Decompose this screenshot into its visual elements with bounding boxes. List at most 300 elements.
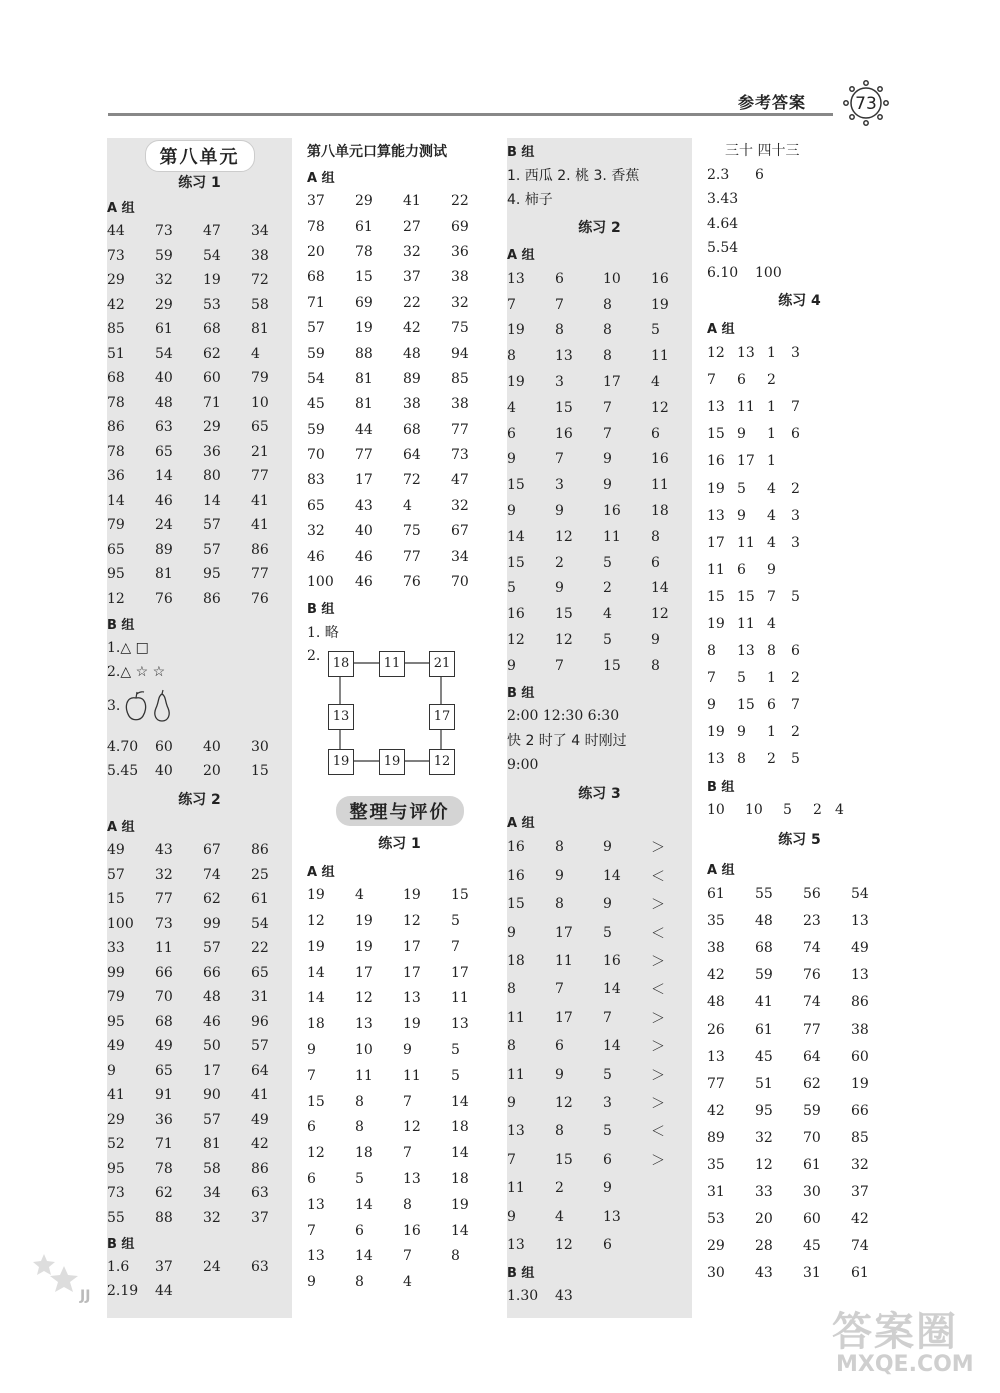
number-box: 11: [379, 651, 405, 677]
answer-cell: 77: [707, 1075, 725, 1092]
answer-cell: 33: [107, 940, 125, 957]
answer-line: 9:00: [507, 756, 539, 773]
answer-cell: 7: [791, 697, 800, 714]
answer-cell: 81: [203, 1136, 221, 1153]
answer-cell: 6: [555, 1038, 564, 1055]
answer-cell: 50: [203, 1038, 221, 1055]
answer-cell: 21: [251, 443, 269, 460]
answer-row: [507, 576, 692, 602]
answer-cell: 78: [155, 1160, 173, 1177]
answer-cell: 38: [403, 396, 421, 413]
answer-cell: 14: [307, 964, 325, 981]
answer-cell: 66: [203, 964, 221, 981]
answer-cell: 59: [307, 421, 325, 438]
answer-row: [507, 498, 692, 524]
answer-row: [507, 447, 692, 473]
answer-cell: 76: [403, 574, 421, 591]
answer-cell: 41: [251, 492, 269, 509]
answer-cell: 91: [155, 1087, 173, 1104]
answer-cell: 88: [355, 345, 373, 362]
answer-cell: 43: [355, 497, 373, 514]
answer-cell: 86: [107, 419, 125, 436]
answer-cell: 14: [307, 990, 325, 1007]
answer-cell: 22: [403, 294, 421, 311]
answer-cell: 7: [707, 372, 716, 389]
answer-cell: 8: [651, 657, 660, 674]
answer-cell: 100: [307, 574, 334, 591]
answer-row: [507, 395, 692, 421]
answer-cell: 17: [355, 964, 373, 981]
answer-cell: 3: [791, 345, 800, 362]
answer-cell: 8: [403, 1196, 412, 1213]
answer-row: [107, 1010, 292, 1035]
answer-row: [107, 863, 292, 888]
answer-cell: 1.30: [507, 1287, 539, 1304]
answer-cell: 77: [803, 1021, 821, 1038]
answer-cell: 13: [707, 1048, 725, 1065]
answer-cell: 9: [507, 1208, 516, 1225]
answer-cell: 17: [555, 924, 573, 941]
answer-cell: 63: [155, 419, 173, 436]
answer-cell: ＜: [651, 982, 665, 999]
answer-row: [507, 862, 692, 890]
answer-cell: 16: [507, 606, 525, 623]
answer-row: [707, 665, 892, 692]
group-label: A 组: [107, 820, 135, 836]
answer-row: [307, 519, 492, 544]
answer-cell: 33: [755, 1184, 773, 1201]
answer-cell: 22: [451, 193, 469, 210]
answer-cell: 61: [155, 321, 173, 338]
exercise-heading: 练习 2: [178, 791, 221, 808]
answer-cell: 19: [403, 1016, 421, 1033]
answer-cell: 32: [155, 272, 173, 289]
answer-cell: 76: [251, 590, 269, 607]
answer-cell: 13: [507, 1236, 525, 1253]
answer-cell: 9: [555, 580, 564, 597]
answer-cell: 66: [851, 1102, 869, 1119]
answer-cell: 44: [355, 421, 373, 438]
answer-cell: 63: [251, 1258, 269, 1275]
answer-cell: 3.43: [707, 191, 739, 208]
answer-row: [307, 544, 492, 569]
answer-cell: 15: [707, 426, 725, 443]
answer-row: [507, 343, 692, 369]
answer-cell: 77: [155, 891, 173, 908]
answer-cell: 7: [555, 657, 564, 674]
answer-row: [507, 918, 692, 946]
answer-cell: 5: [451, 912, 460, 929]
answer-row: [307, 214, 492, 239]
answer-cell: 54: [851, 886, 869, 903]
answer-cell: 38: [451, 396, 469, 413]
answer-cell: 15: [251, 763, 269, 780]
number-box: 18: [328, 651, 354, 677]
answer-cell: 24: [203, 1258, 221, 1275]
answer-cell: 7: [707, 670, 716, 687]
answer-cell: 30: [707, 1265, 725, 1282]
answer-cell: 19: [203, 272, 221, 289]
answer-row: [707, 719, 892, 746]
answer-cell: 32: [203, 1209, 221, 1226]
answer-cell: 85: [851, 1129, 869, 1146]
answer-cell: 83: [307, 472, 325, 489]
answer-cell: 3: [791, 507, 800, 524]
answer-cell: 15: [451, 887, 469, 904]
answer-cell: 4.64: [707, 215, 739, 232]
answer-cell: 11: [507, 1180, 525, 1197]
answer-cell: 61: [803, 1156, 821, 1173]
answer-cell: 77: [251, 468, 269, 485]
answer-cell: 9: [307, 1274, 316, 1291]
answer-cell: 73: [155, 915, 173, 932]
answer-row: [707, 448, 892, 475]
answer-cell: 2: [791, 670, 800, 687]
answer-row: [307, 189, 492, 214]
group-label: B 组: [307, 601, 335, 617]
answer-cell: 9: [507, 451, 516, 468]
answer-line: 4. 柿子: [507, 192, 553, 209]
answer-cell: 9: [555, 1066, 564, 1083]
answer-row: [307, 1269, 492, 1295]
answer-row: [507, 1060, 692, 1088]
answer-cell: 7: [555, 981, 564, 998]
answer-cell: 14: [651, 580, 669, 597]
answer-row: [107, 293, 292, 318]
answer-row: [707, 1233, 892, 1260]
answer-cell: 19: [851, 1075, 869, 1092]
answer-cell: 9: [307, 1041, 316, 1058]
answer-cell: 77: [251, 566, 269, 583]
answer-cell: 5: [651, 322, 660, 339]
answer-cell: 40: [155, 763, 173, 780]
answer-cell: 7: [555, 451, 564, 468]
answer-cell: 8: [707, 643, 716, 660]
answer-cell: 19: [355, 912, 373, 929]
answer-cell: 76: [803, 967, 821, 984]
answer-row: [307, 985, 492, 1011]
answer-cell: 72: [403, 472, 421, 489]
answer-cell: ＞: [651, 897, 665, 914]
answer-row: [507, 947, 692, 975]
watermark-site: MXQE.COM: [836, 1352, 974, 1377]
answer-cell: 31: [803, 1265, 821, 1282]
answer-cell: ＞: [651, 1095, 665, 1112]
answer-cell: 1.6: [107, 1258, 130, 1275]
answer-cell: ＜: [651, 1124, 665, 1141]
answer-cell: 9: [603, 839, 612, 856]
answer-cell: 4: [767, 615, 776, 632]
answer-cell: 51: [755, 1075, 773, 1092]
answer-cell: 99: [203, 915, 221, 932]
answer-cell: 57: [251, 1038, 269, 1055]
answer-cell: 14: [451, 1145, 469, 1162]
answer-cell: 9: [603, 1180, 612, 1197]
answer-cell: 12: [555, 632, 573, 649]
answer-cell: 19: [355, 320, 373, 337]
answer-cell: 61: [755, 1021, 773, 1038]
answer-cell: 1: [767, 426, 776, 443]
answer-cell: 38: [851, 1021, 869, 1038]
answer-cell: 12: [107, 590, 125, 607]
group-label: A 组: [307, 864, 335, 880]
answer-cell: 42: [707, 1102, 725, 1119]
answer-cell: 31: [251, 989, 269, 1006]
answer-cell: 42: [851, 1211, 869, 1228]
answer-cell: 4: [555, 1208, 564, 1225]
answer-cell: 18: [451, 1119, 469, 1136]
answer-row: [707, 367, 892, 394]
answer-cell: 57: [203, 541, 221, 558]
answer-cell: 7: [767, 588, 776, 605]
answer-cell: 40: [203, 738, 221, 755]
answer-cell: 41: [251, 1087, 269, 1104]
answer-cell: 77: [451, 421, 469, 438]
answer-cell: 6.10: [707, 264, 739, 281]
answer-cell: 5: [355, 1170, 364, 1187]
answer-cell: 48: [203, 989, 221, 1006]
answer-row: [107, 587, 292, 612]
answer-cell: 81: [355, 396, 373, 413]
answer-cell: 29: [107, 1111, 125, 1128]
answer-row: [707, 1097, 892, 1124]
answer-cell: 16: [651, 270, 669, 287]
answer-cell: 78: [307, 218, 325, 235]
answer-cell: 65: [155, 1062, 173, 1079]
answer-cell: 48: [755, 913, 773, 930]
answer-row: [707, 935, 892, 962]
answer-cell: 18: [355, 1145, 373, 1162]
answer-cell: 7: [403, 1093, 412, 1110]
answer-row: [107, 489, 292, 514]
answer-row: [107, 1206, 292, 1231]
answer-cell: 19: [707, 724, 725, 741]
answer-cell: 16: [507, 839, 525, 856]
answer-cell: 40: [355, 523, 373, 540]
answer-cell: 6: [507, 425, 516, 442]
answer-cell: 13: [451, 1016, 469, 1033]
answer-cell: 5: [737, 670, 746, 687]
answer-cell: 64: [403, 447, 421, 464]
answer-cell: 11: [355, 1067, 373, 1084]
answer-row: [507, 292, 692, 318]
answer-row: [307, 341, 492, 366]
answer-cell: 60: [155, 738, 173, 755]
answer-cell: 19: [707, 615, 725, 632]
answer-cell: 8: [603, 348, 612, 365]
answer-cell: 7: [451, 938, 460, 955]
answer-cell: 86: [251, 1160, 269, 1177]
number-box: 13: [328, 704, 354, 730]
answer-cell: 54: [203, 247, 221, 264]
answer-cell: 31: [707, 1184, 725, 1201]
answer-cell: 73: [107, 1185, 125, 1202]
unit-title: 第八单元: [145, 140, 255, 172]
answer-cell: 32: [451, 294, 469, 311]
answer-cell: 9: [737, 426, 746, 443]
answer-cell: 5: [603, 632, 612, 649]
answer-cell: 46: [355, 574, 373, 591]
group-label: A 组: [307, 170, 335, 186]
answer-cell: 47: [203, 223, 221, 240]
answer-row: [507, 1089, 692, 1117]
answer-cell: 3: [555, 477, 564, 494]
answer-cell: 4.70: [107, 738, 139, 755]
answer-cell: 55: [107, 1209, 125, 1226]
answer-cell: 67: [203, 842, 221, 859]
answer-row: [707, 163, 892, 188]
answer-row: [507, 1231, 692, 1259]
group-label: B 组: [107, 617, 135, 633]
answer-cell: 64: [251, 1062, 269, 1079]
answer-row: [707, 798, 892, 823]
answer-row: [507, 1202, 692, 1230]
answer-row: [107, 1181, 292, 1206]
answer-cell: 13: [707, 751, 725, 768]
answer-cell: 20: [755, 1211, 773, 1228]
answer-cell: 4: [355, 887, 364, 904]
answer-cell: 73: [107, 247, 125, 264]
answer-cell: 9: [603, 896, 612, 913]
answer-cell: 17: [707, 534, 725, 551]
apple-pear-icon: [120, 688, 180, 724]
answer-cell: 17: [737, 453, 755, 470]
answer-row: [707, 340, 892, 367]
answer-cell: 11: [555, 953, 573, 969]
answer-cell: 96: [251, 1013, 269, 1030]
group-label: A 组: [507, 248, 535, 264]
answer-cell: 16: [651, 451, 669, 468]
answer-cell: 5: [451, 1041, 460, 1058]
group-label: B 组: [707, 779, 735, 795]
answer-cell: 70: [803, 1129, 821, 1146]
answer-cell: 8: [555, 322, 564, 339]
answer-cell: 8: [737, 751, 746, 768]
answer-cell: ＞: [651, 1039, 665, 1056]
answer-cell: 95: [203, 566, 221, 583]
answer-cell: 57: [107, 866, 125, 883]
answer-row: [107, 936, 292, 961]
answer-cell: 14: [451, 1222, 469, 1239]
answer-row: [507, 1146, 692, 1174]
answer-cell: 72: [251, 272, 269, 289]
answer-cell: 29: [107, 272, 125, 289]
number-box: 19: [328, 749, 354, 775]
answer-cell: 86: [851, 994, 869, 1011]
answer-row: [707, 638, 892, 665]
answer-cell: 14: [107, 492, 125, 509]
answer-cell: 11: [651, 348, 669, 365]
answer-row: [107, 415, 292, 440]
answer-row: [307, 468, 492, 493]
group-label: A 组: [507, 815, 535, 831]
answer-cell: 9: [507, 1094, 516, 1111]
answer-cell: 6: [555, 270, 564, 287]
answer-cell: 45: [307, 396, 325, 413]
answer-cell: 15: [737, 697, 755, 714]
answer-cell: 10: [603, 270, 621, 287]
answer-cell: 6: [767, 697, 776, 714]
answer-cell: ＞: [651, 954, 665, 970]
answer-cell: 7: [403, 1145, 412, 1162]
answer-row: [507, 890, 692, 918]
answer-cell: 13: [507, 270, 525, 287]
answer-cell: 1: [767, 399, 776, 416]
svg-text:73: 73: [855, 94, 877, 114]
answer-cell: 5: [451, 1067, 460, 1084]
answer-cell: 13: [555, 348, 573, 365]
answer-cell: 18: [451, 1170, 469, 1187]
answer-cell: 48: [403, 345, 421, 362]
answer-cell: 4: [767, 507, 776, 524]
answer-row: [307, 417, 492, 442]
star-decoration-icon: [30, 1250, 105, 1310]
answer-cell: 2: [555, 554, 564, 571]
answer-cell: 62: [803, 1075, 821, 1092]
answer-cell: 37: [251, 1209, 269, 1226]
group-label: B 组: [507, 1265, 535, 1281]
answer-cell: 8: [555, 1123, 564, 1140]
answer-row: [107, 464, 292, 489]
answer-cell: 15: [107, 891, 125, 908]
answer-cell: 70: [307, 447, 325, 464]
answer-cell: 19: [307, 938, 325, 955]
answer-cell: 8: [355, 1093, 364, 1110]
exercise-heading: 练习 1: [378, 835, 421, 852]
column-2: [307, 138, 492, 1295]
answer-cell: 11: [737, 615, 755, 632]
answer-row: [107, 759, 292, 784]
answer-cell: 14: [203, 492, 221, 509]
answer-cell: 53: [707, 1211, 725, 1228]
answer-row: [707, 529, 892, 556]
answer-cell: 1: [767, 724, 776, 741]
answer-cell: 11: [451, 990, 469, 1007]
answer-cell: 16: [603, 953, 621, 969]
answer-cell: 88: [155, 1209, 173, 1226]
answer-cell: 61: [355, 218, 373, 235]
answer-cell: 28: [755, 1238, 773, 1255]
answer-cell: 34: [251, 223, 269, 240]
answer-cell: 12: [707, 345, 725, 362]
answer-row: [107, 1034, 292, 1059]
answer-row: [707, 989, 892, 1016]
answer-row: [507, 975, 692, 1003]
answer-cell: 19: [651, 296, 669, 313]
answer-cell: 18: [651, 503, 669, 520]
answer-row: [107, 1132, 292, 1157]
answer-cell: 3: [791, 534, 800, 551]
answer-cell: 62: [203, 345, 221, 362]
exercise-heading: 练习 2: [578, 219, 621, 236]
answer-cell: 12: [307, 1145, 325, 1162]
answer-cell: 8: [507, 1038, 516, 1055]
answer-cell: 1: [767, 453, 776, 470]
answer-cell: 2: [813, 801, 822, 818]
answer-cell: 9: [767, 561, 776, 578]
answer-cell: 86: [203, 590, 221, 607]
answer-cell: 36: [203, 443, 221, 460]
answer-cell: 15: [507, 554, 525, 571]
answer-cell: 14: [355, 1196, 373, 1213]
answer-cell: 42: [251, 1136, 269, 1153]
answer-cell: 65: [155, 443, 173, 460]
answer-cell: 7: [307, 1222, 316, 1239]
answer-cell: 13: [403, 1170, 421, 1187]
column-3: [507, 138, 692, 1318]
answer-cell: ＜: [651, 868, 665, 885]
answer-cell: 99: [107, 964, 125, 981]
